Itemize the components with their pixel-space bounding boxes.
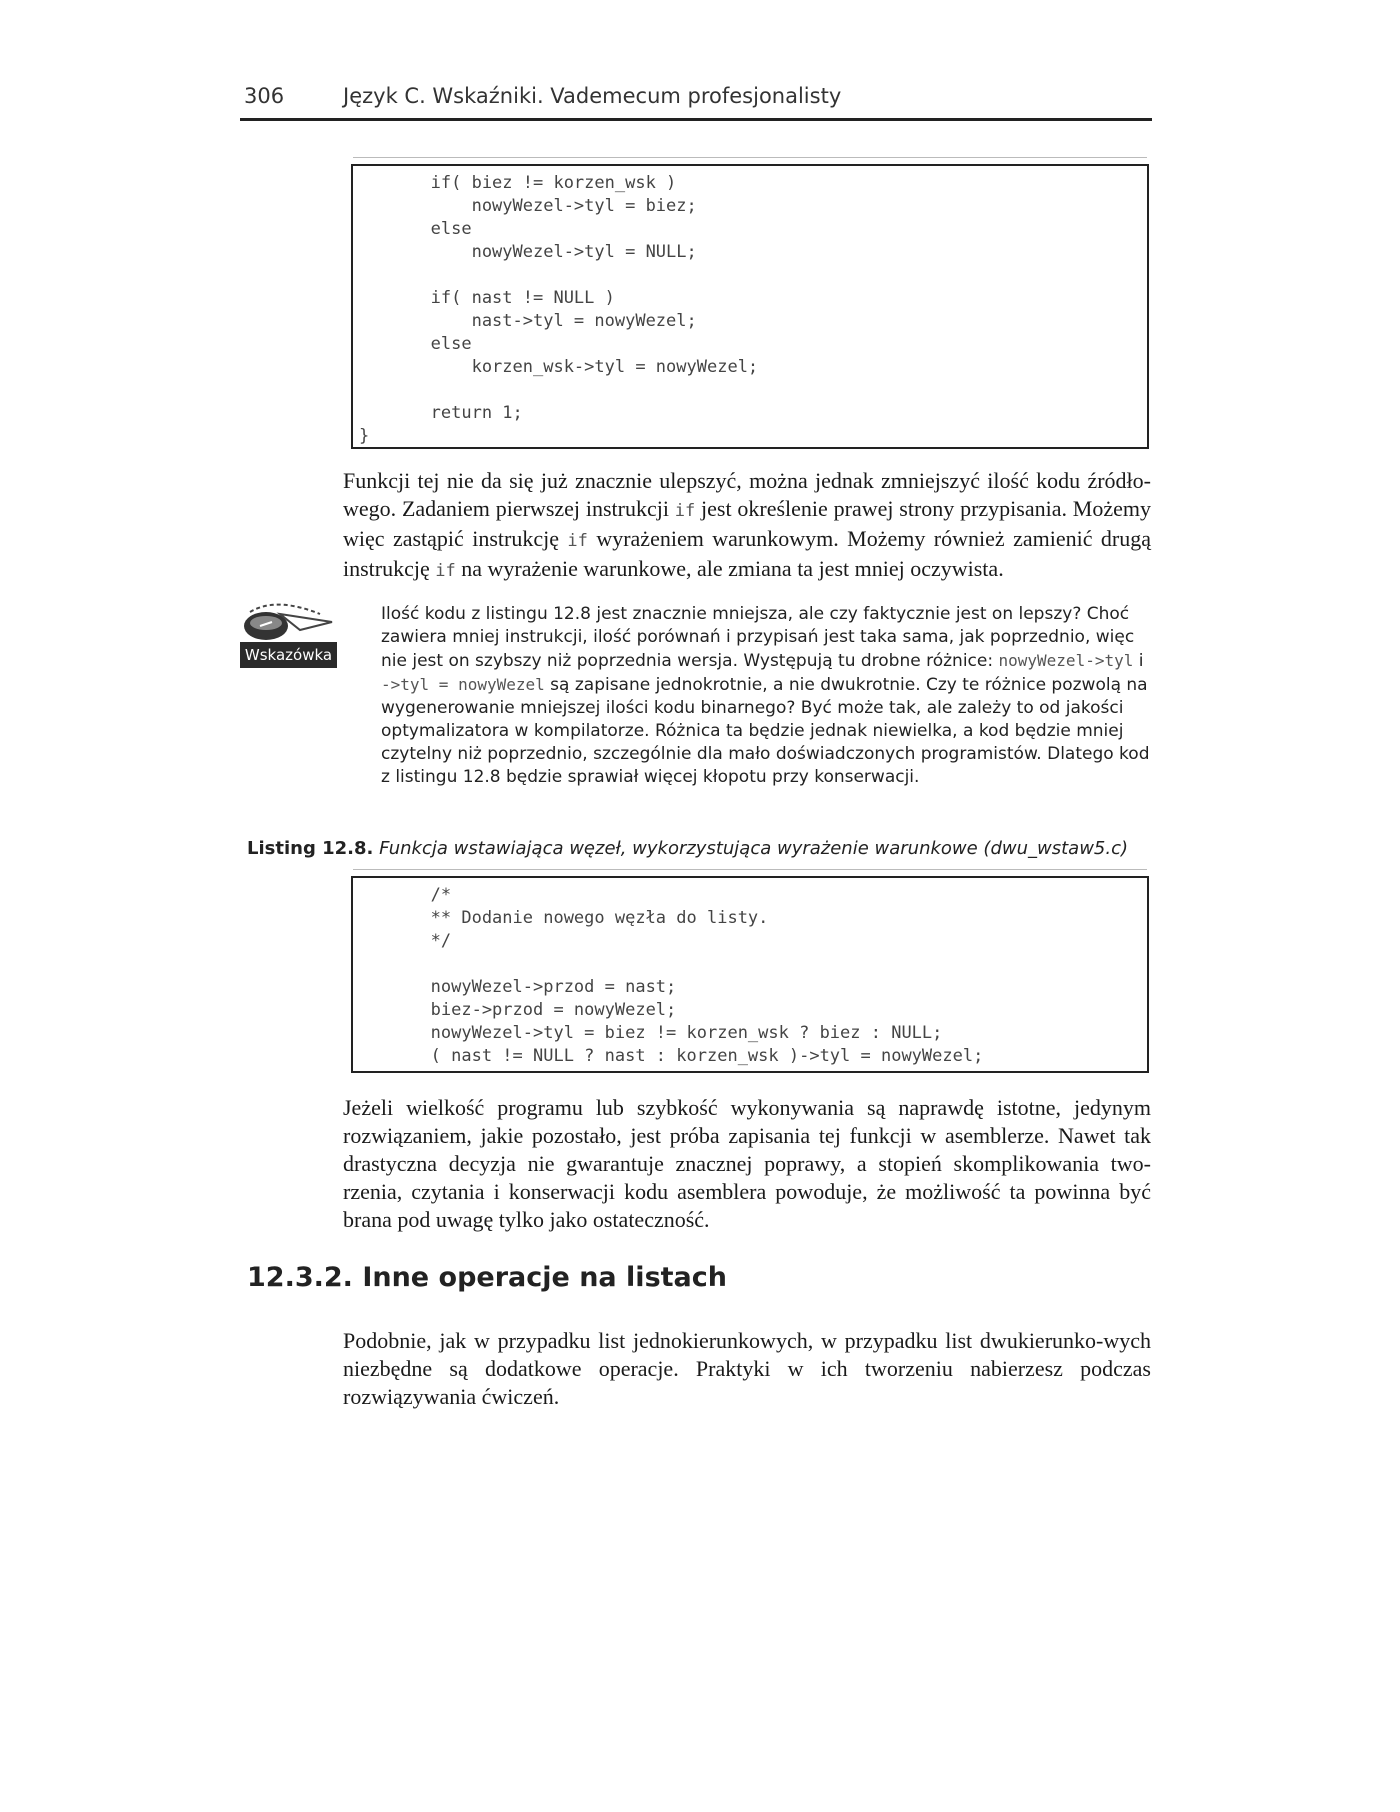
paragraph [343,467,1151,585]
book-title: Język C. Wskaźniki. Vademecum profesjonalisty [343,84,842,108]
code-block-1 [351,164,1149,449]
paragraph: Jeżeli wielkość programu lub szybkość wykonywania są naprawdę istotne, jedynym rozwiązaniem, jakie pozostało, jest próba zapisania tej funkcji w asemblerze. Nawet tak drastyczna decyzja nie gwarantuje znacznej poprawy, a stopień skomplikowania two-rzenia, czytania i konserwacji kodu asemblera powoduje, że możliwość ta powinna być brana pod uwagę tylko jako ostateczność. [343,1095,1151,1232]
inline-code: if [674,501,696,521]
code-text: /* ** Dodanie nowego węzła do listy. */ nowyWezel->przod = nast; biez->przod = nowyWezel; nowyWezel->tyl = biez != korzen_wsk ? biez : NULL; ( nast != NULL ? nast : korzen_wsk )->tyl = nowyWezel; [430,885,984,1066]
running-header [240,80,1152,121]
section-heading: 12.3.2. Inne operacje na listach [247,1262,727,1293]
paragraph-text: jest określenie prawej strony przypisania. Możemy więc zastąpić instrukcję [343,496,1152,551]
tip-text-part: Ilość kodu z listingu 12.8 jest znacznie mniejsza, ale czy faktycznie jest on lepszy? Choć zawiera mniej instrukcji, ilość porównań i przypisań jest taka sama, jak poprzednio, więc nie jest on szybszy niż poprzednia wersja. Występują tu drobne różnice: [381,604,1135,671]
inline-code: if [567,531,588,551]
paragraph: Podobnie, jak w przypadku list jednokierunkowych, w przypadku list dwukierunko-wych niezbędne są dodatkowe operacje. Praktyki w ich tworzeniu nabierzesz podczas rozwiązywania ćwiczeń. [343,1328,1151,1409]
listing-number: Listing 12.8. [247,838,374,859]
tip-text [381,603,1151,789]
code-text: if( biez != korzen_wsk ) nowyWezel->tyl = biez; else nowyWezel->tyl = NULL; if( nast != NULL ) nast->tyl = nowyWezel; else korzen_wsk->tyl = nowyWezel; return 1; } [359,173,759,446]
code-top-rule [353,869,1147,870]
listing-description: Funkcja wstawiająca węzeł, wykorzystująca wyrażenie warunkowe (dwu_wstaw5.c) [379,838,1129,859]
page-number: 306 [244,84,285,108]
tip-text-part: i [1133,651,1144,671]
paragraph-text: wyrażeniem warunkowym. Możemy również zamienić drugą instrukcję [343,526,1151,581]
inline-code: ->tyl = nowyWezel [381,675,545,694]
tip-text-part: są zapisane jednokrotnie, a nie dwukrotnie. Czy te różnice pozwolą na wygenerowanie mniejszej ilości kodu binarnego? Być może tak, ale zależy to od jakości optymalizatora w kompilatorze. Różnica ta będzie jednak niewielka, a kod będzie mniej czytelny niż poprzednio, szczególnie dla mało doświadczonych programistów. Dlatego kod z listingu 12.8 będzie sprawiał więcej kłopotu przy konserwacji. [381,675,1150,787]
paragraph-text: Funkcji tej nie da się już znacznie ulepszyć, można jednak zmniejszyć ilość kodu źródło-wego. Zadaniem pierwszej instrukcji [343,468,1151,521]
code-block-2 [351,876,1149,1073]
listing-caption [247,838,1147,859]
inline-code: nowyWezel->tyl [998,651,1134,670]
inline-code: if [435,561,456,581]
code-top-rule [353,157,1147,158]
tip-label: Wskazówka [240,642,337,668]
paragraph-text: na wyrażenie warunkowe, ale zmiana ta jest mniej oczywista. [455,556,1004,581]
